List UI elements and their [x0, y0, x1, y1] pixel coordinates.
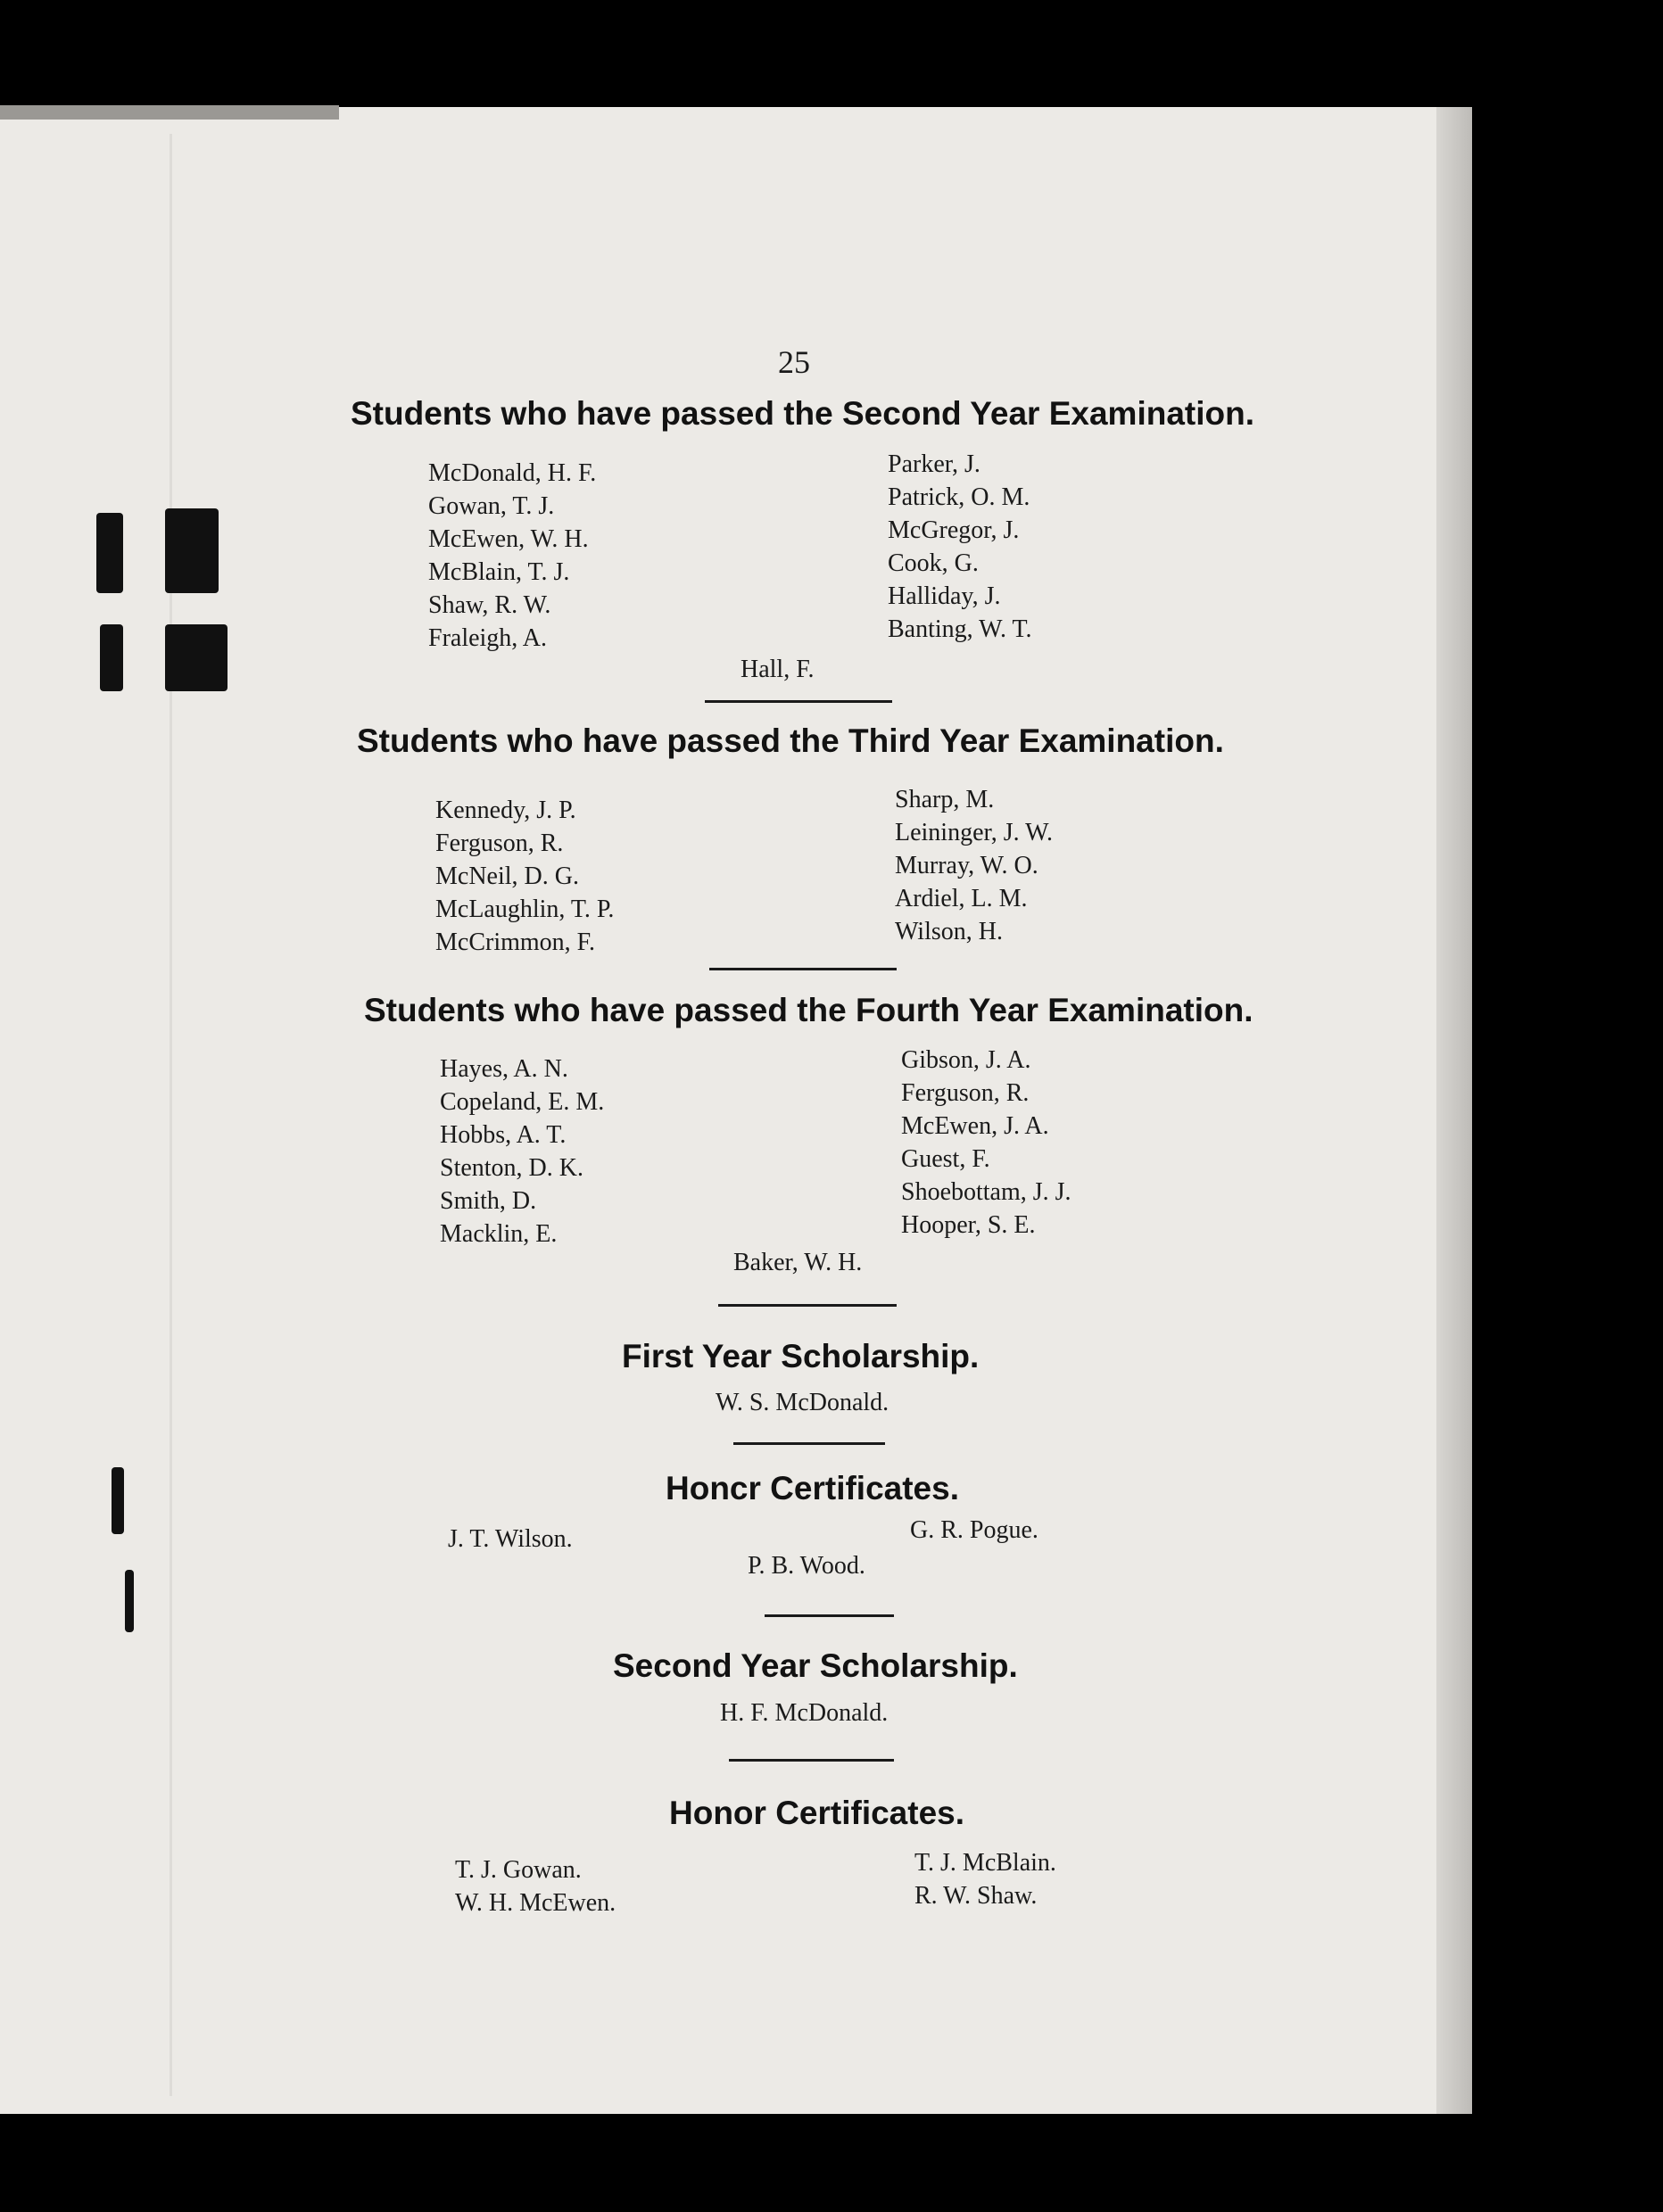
student-name: Halliday, J. [888, 582, 1001, 610]
section-heading-fourth-year: Students who have passed the Fourth Year Examination. [364, 992, 1253, 1028]
student-name: Stenton, D. K. [440, 1154, 583, 1182]
section-heading-third-year: Students who have passed the Third Year Examination. [357, 722, 1224, 759]
names-right-second-year [888, 448, 1032, 646]
student-name: Shoebottam, J. J. [901, 1178, 1071, 1206]
student-name-center: Hall, F. [740, 656, 815, 683]
names-right-fourth-year [901, 1044, 1071, 1242]
first-year-scholarship-heading: First Year Scholarship. [622, 1338, 980, 1374]
certificate-recipients-left [455, 1853, 616, 1919]
student-name: Banting, W. T. [888, 615, 1032, 643]
certificate-recipient: G. R. Pogue. [910, 1516, 1038, 1544]
section-divider [709, 968, 897, 970]
scholarship-recipient: W. S. McDonald. [716, 1389, 889, 1416]
student-name: McGregor, J. [888, 516, 1020, 544]
section-divider [705, 700, 892, 703]
student-name: Wilson, H. [895, 918, 1003, 945]
student-name-center: Baker, W. H. [733, 1249, 863, 1276]
names-left-fourth-year [440, 1052, 604, 1250]
binding-hole [165, 508, 219, 593]
student-name: Cook, G. [888, 549, 979, 577]
certificate-recipients-right [914, 1846, 1056, 1912]
student-name: Guest, F. [901, 1145, 990, 1173]
second-year-scholarship-heading: Second Year Scholarship. [613, 1647, 1018, 1684]
student-name: Murray, W. O. [895, 852, 1038, 879]
honor-certificates-heading: Honcr Certificates. [666, 1470, 959, 1506]
student-name: McEwen, J. A. [901, 1112, 1049, 1140]
section-divider [765, 1614, 894, 1617]
binding-hole [165, 624, 228, 691]
student-name: Ferguson, R. [435, 830, 564, 857]
student-name: Fraleigh, A. [428, 624, 547, 652]
student-name: Leininger, J. W. [895, 819, 1053, 846]
student-name: Smith, D. [440, 1187, 537, 1215]
certificate-recipient: J. T. Wilson. [448, 1525, 573, 1553]
student-name: McCrimmon, F. [435, 929, 595, 956]
binding-hole [96, 513, 123, 593]
adjacent-page-strip [0, 105, 339, 120]
student-name: Parker, J. [888, 450, 980, 478]
section-heading-second-year: Students who have passed the Second Year Examination. [351, 395, 1255, 432]
student-name: Ferguson, R. [901, 1079, 1030, 1107]
names-left-second-year [428, 457, 596, 655]
student-name: Macklin, E. [440, 1220, 558, 1248]
student-name: Gibson, J. A. [901, 1046, 1031, 1074]
honor-certificates-heading: Honor Certificates. [669, 1795, 965, 1831]
binding-hole [125, 1570, 134, 1632]
names-left-third-year [435, 794, 614, 959]
certificate-recipient: P. B. Wood. [748, 1552, 865, 1580]
student-name: Shaw, R. W. [428, 591, 551, 619]
section-divider [733, 1442, 885, 1445]
certificate-recipient: T. J. Gowan. [455, 1856, 582, 1884]
student-name: Patrick, O. M. [888, 483, 1030, 511]
certificate-recipient: W. H. McEwen. [455, 1889, 616, 1917]
binding-hole [100, 624, 123, 691]
scholarship-recipient: H. F. McDonald. [720, 1699, 889, 1727]
student-name: Gowan, T. J. [428, 492, 555, 520]
student-name: Sharp, M. [895, 786, 995, 813]
student-name: Hooper, S. E. [901, 1211, 1036, 1239]
student-name: McLaughlin, T. P. [435, 896, 615, 923]
page-edge [1436, 107, 1472, 2114]
student-name: McNeil, D. G. [435, 863, 579, 890]
section-divider [729, 1759, 894, 1762]
student-name: McEwen, W. H. [428, 525, 589, 553]
student-name: McDonald, H. F. [428, 459, 597, 487]
student-name: Kennedy, J. P. [435, 796, 576, 824]
certificate-recipient: T. J. McBlain. [914, 1849, 1056, 1877]
binding-hole [112, 1467, 124, 1534]
names-right-third-year [895, 783, 1053, 948]
section-divider [718, 1304, 897, 1307]
student-name: McBlain, T. J. [428, 558, 570, 586]
certificate-recipient: R. W. Shaw. [914, 1882, 1038, 1910]
page-number: 25 [778, 344, 810, 380]
page-crease [170, 134, 172, 2096]
student-name: Ardiel, L. M. [895, 885, 1028, 912]
student-name: Hobbs, A. T. [440, 1121, 567, 1149]
student-name: Copeland, E. M. [440, 1088, 605, 1116]
student-name: Hayes, A. N. [440, 1055, 568, 1083]
